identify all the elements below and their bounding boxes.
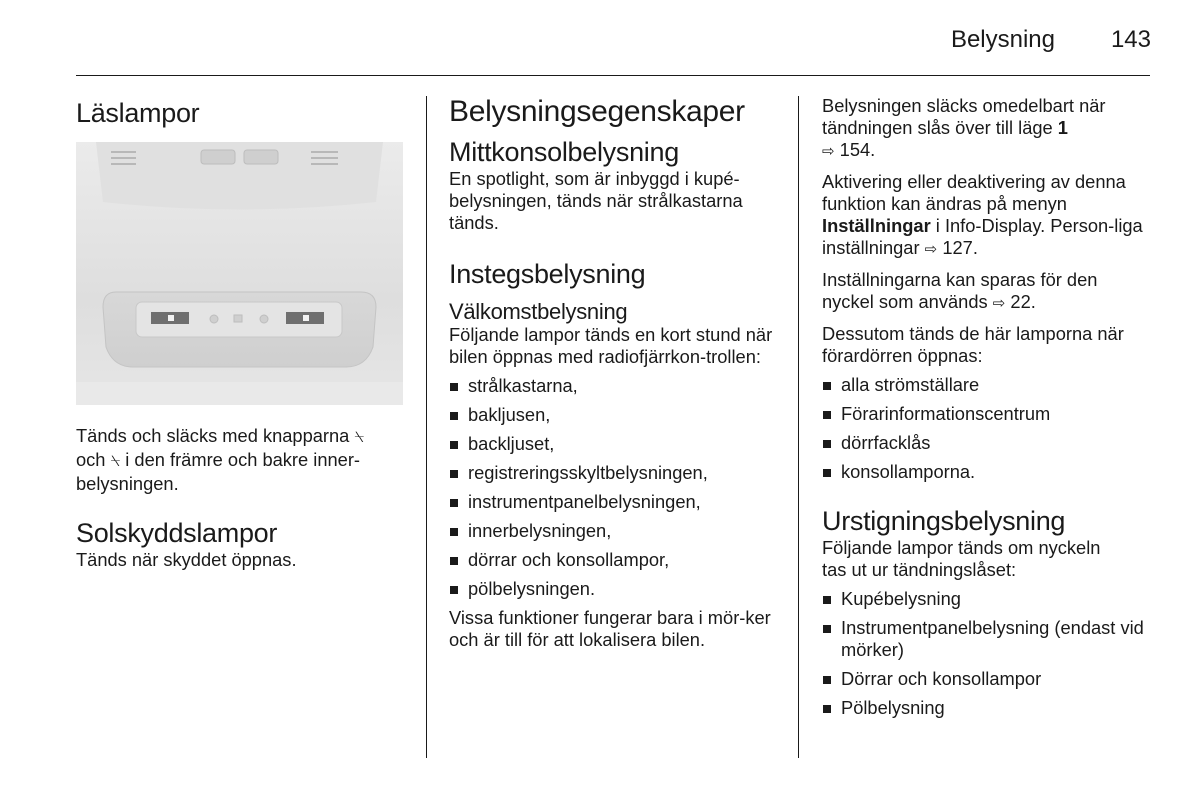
column-3 xyxy=(822,95,1152,726)
heading-entry-lighting: Instegsbelysning xyxy=(449,259,646,289)
welcome-text: Följande lampor tänds en kort stund när bilen öppnas med radiofjärrkon-trollen: xyxy=(449,324,773,367)
list-item: dörrfacklås xyxy=(822,432,1152,454)
column-2 xyxy=(449,92,784,651)
welcome-lamp-list xyxy=(449,375,784,600)
page-header-title: Belysning xyxy=(950,26,1055,53)
list-item: backljuset, xyxy=(449,433,784,455)
list-item: Instrumentpanelbelysning (endast vid mörker) xyxy=(822,617,1147,661)
key-settings-text: Inställningarna kan sparas för den nyckel som används ⇨ 22. xyxy=(822,269,1098,312)
driver-door-list xyxy=(822,374,1152,483)
console-text: En spotlight, som är inbyggd i kupé-belysningen, tänds när strålkastarna tänds. xyxy=(449,168,743,233)
reference-arrow-icon: ⇨ xyxy=(924,241,938,258)
heading-sunvisor-lamps: Solskyddslampor xyxy=(76,518,278,548)
list-item: alla strömställare xyxy=(822,374,1152,396)
column-1 xyxy=(76,92,406,571)
header-rule xyxy=(76,75,1150,76)
list-item: dörrar och konsollampor, xyxy=(449,549,784,571)
overhead-console-illustration xyxy=(76,142,403,405)
sunvisor-text: Tänds när skyddet öppnas. xyxy=(76,549,297,570)
locate-vehicle-note: Vissa funktioner fungerar bara i mör-ker och är till för att lokalisera bilen. xyxy=(449,607,771,650)
heading-lighting-features: Belysningsegenskaper xyxy=(449,95,745,128)
exit-text: Följande lampor tänds om nyckeln tas ut ur tändningslåset: xyxy=(822,537,1101,580)
list-item: konsollamporna. xyxy=(822,461,1152,483)
list-item: Pölbelysning xyxy=(822,697,1147,719)
reading-lamps-photo xyxy=(76,142,403,405)
rear-lamp-switch-icon: ⍀ xyxy=(110,453,121,470)
reference-arrow-icon: ⇨ xyxy=(822,143,835,160)
heading-center-console-lighting: Mittkonsolbelysning xyxy=(449,137,679,167)
list-item: instrumentpanelbelysningen, xyxy=(449,491,784,513)
list-item: Dörrar och konsollampor xyxy=(822,668,1147,690)
driver-door-text: Dessutom tänds de här lamporna när förardörren öppnas: xyxy=(822,323,1124,366)
list-item: bakljusen, xyxy=(449,404,784,426)
reading-lamps-text: Tänds och släcks med knapparna ⍀ och ⍀ i den främre och bakre inner- belysningen. xyxy=(76,425,365,494)
front-lamp-switch-icon: ⍀ xyxy=(354,429,365,446)
reference-arrow-icon: ⇨ xyxy=(992,295,1006,312)
heading-reading-lamps: Läslampor xyxy=(76,98,200,128)
list-item: pölbelysningen. xyxy=(449,578,784,600)
list-item: innerbelysningen, xyxy=(449,520,784,542)
list-item: Kupébelysning xyxy=(822,588,1147,610)
list-item: registreringsskyltbelysningen, xyxy=(449,462,784,484)
heading-exit-lighting: Urstigningsbelysning xyxy=(822,506,1066,536)
page-number: 143 xyxy=(1110,26,1151,53)
list-item: strålkastarna, xyxy=(449,375,784,397)
settings-text: Aktivering eller deaktivering av denna funktion kan ändras på menyn Inställningar i Info-Display. Person-liga inställningar ⇨ 127. xyxy=(822,171,1143,258)
ignition-off-text: Belysningen släcks omedelbart när tändningen slås över till läge 1 ⇨ 154. xyxy=(822,95,1106,160)
column-divider xyxy=(798,96,799,758)
column-divider xyxy=(426,96,427,758)
list-item: Förarinformationscentrum xyxy=(822,403,1152,425)
exit-lamp-list xyxy=(822,588,1147,719)
heading-welcome-lighting: Välkomstbelysning xyxy=(449,299,628,324)
